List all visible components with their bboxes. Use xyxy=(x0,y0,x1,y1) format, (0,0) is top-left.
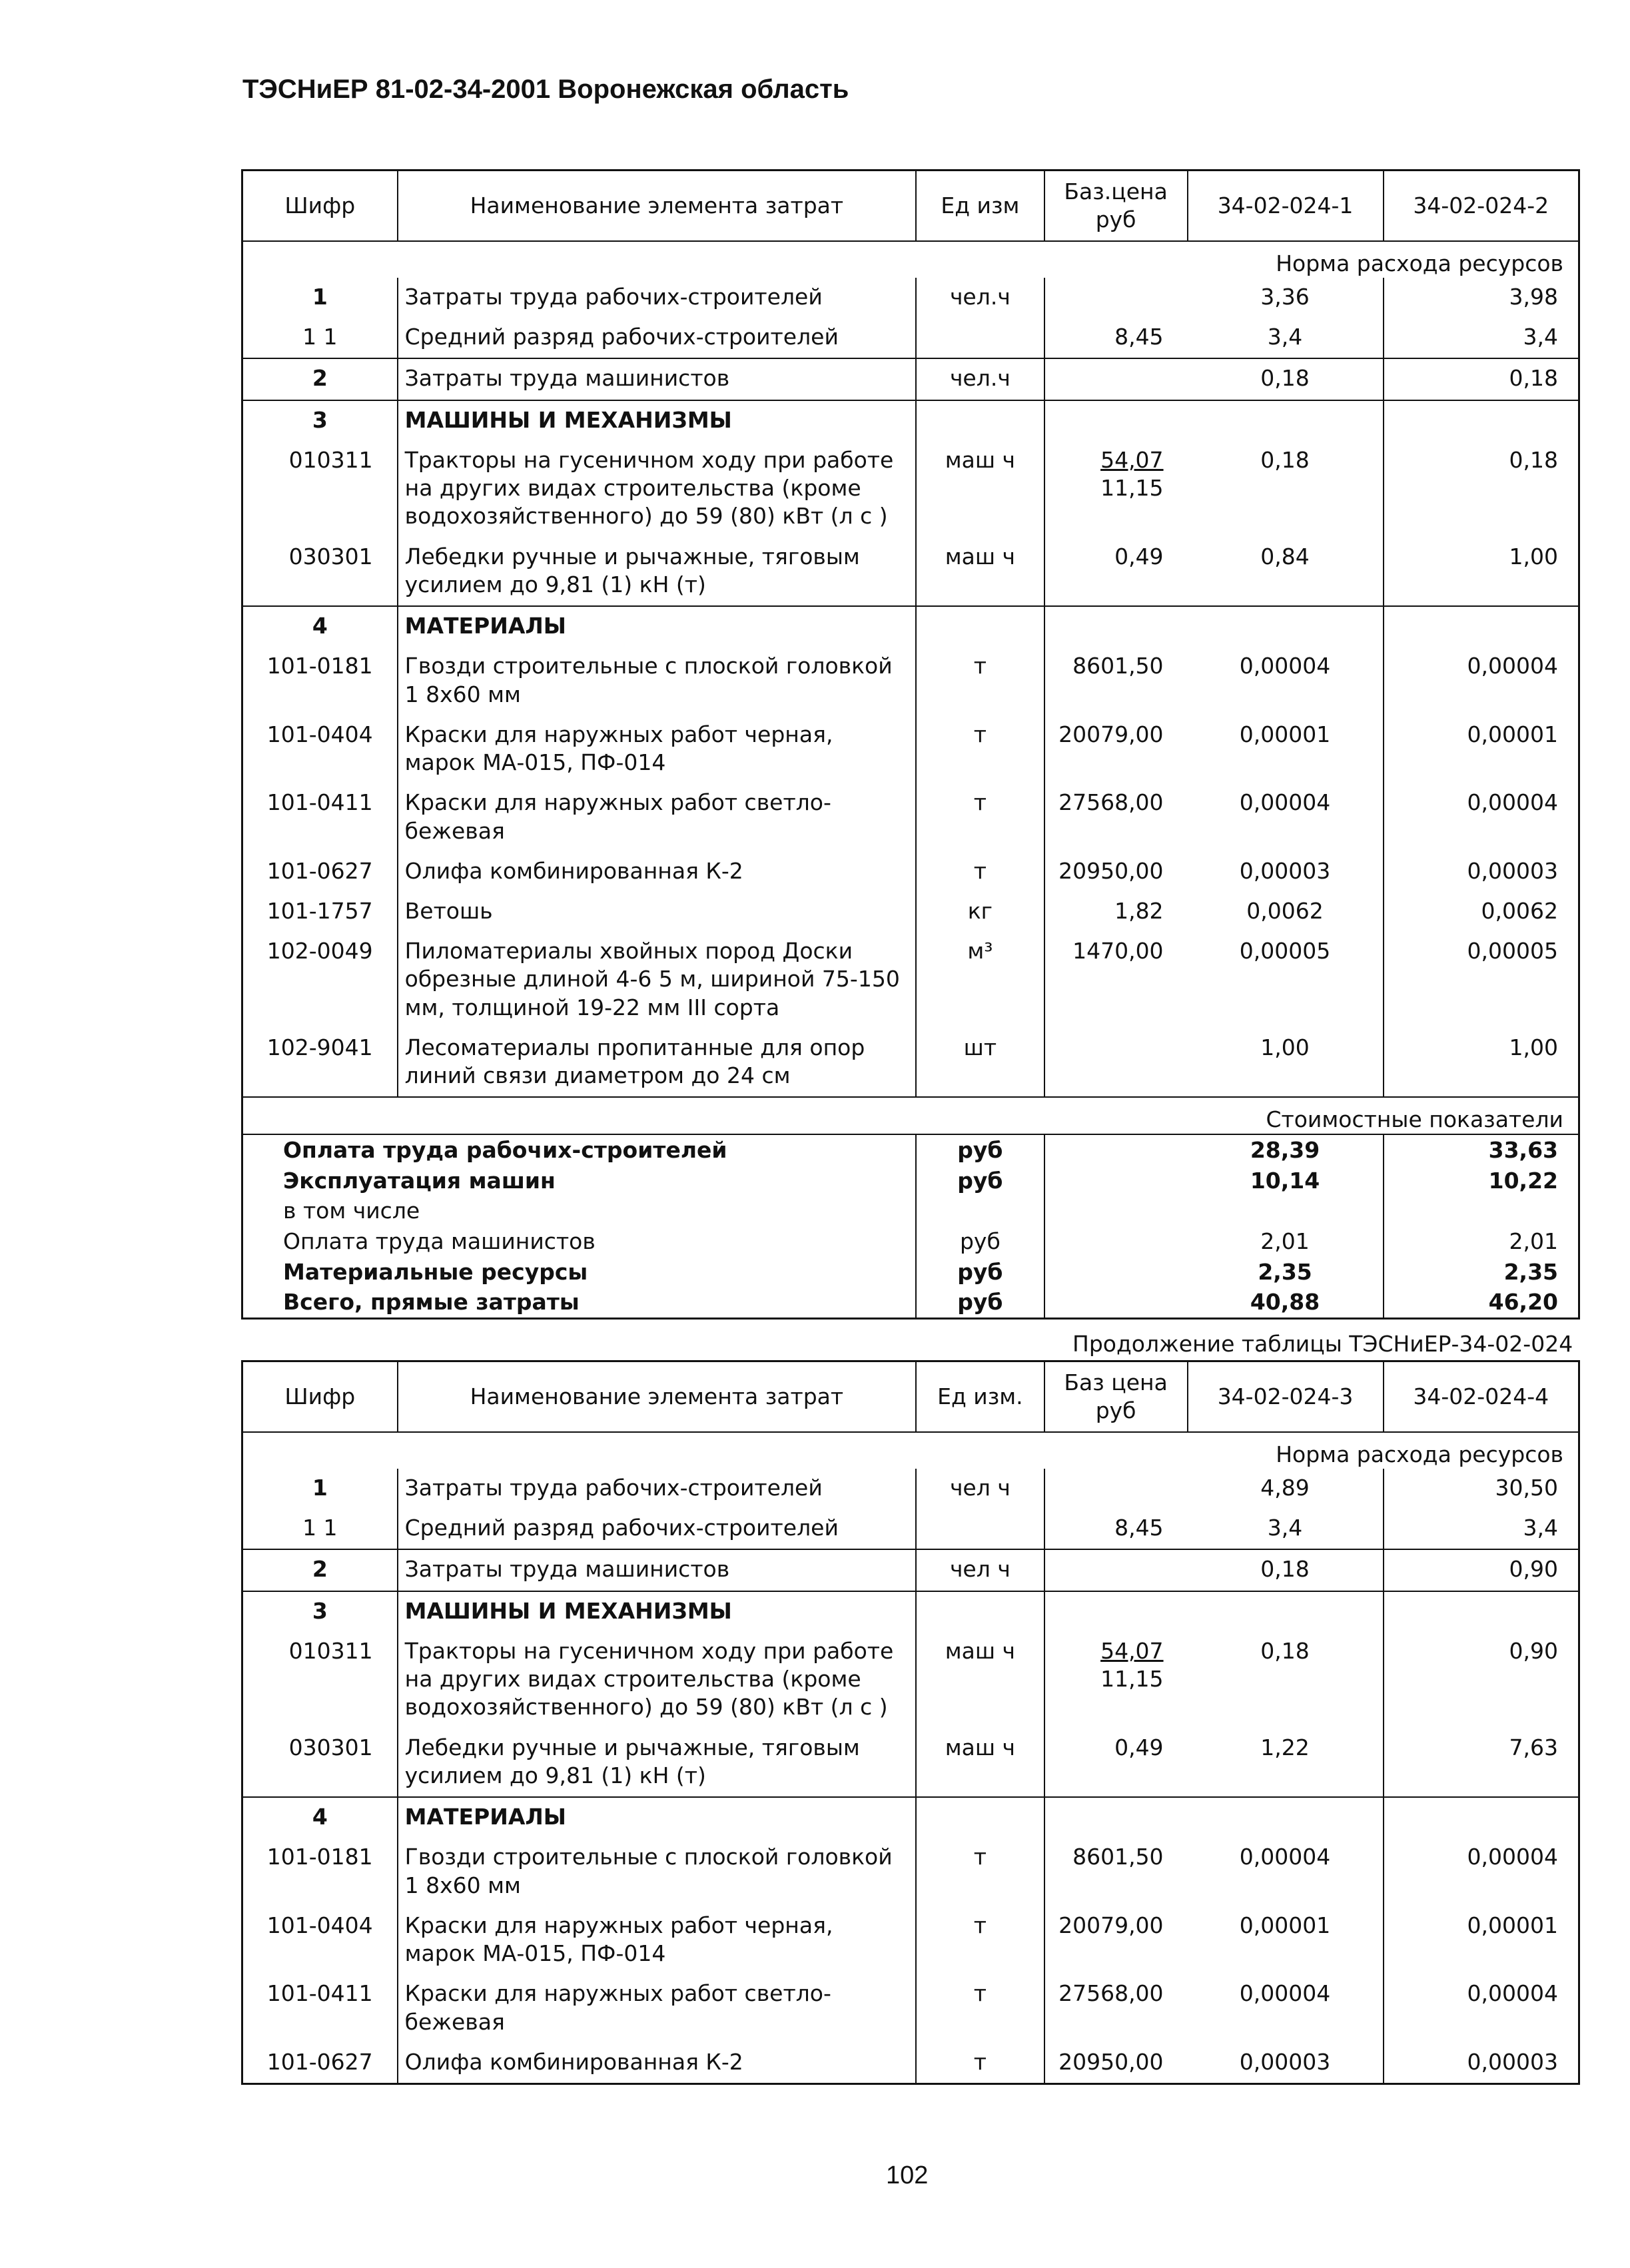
row-name: Затраты труда рабочих-строителей xyxy=(398,1469,916,1509)
row-value-a: 3,4 xyxy=(1267,1515,1303,1541)
row-value-a xyxy=(1188,606,1384,647)
table-row xyxy=(242,1469,1579,1509)
row-price xyxy=(1044,1549,1188,1591)
resource-table-1 xyxy=(241,169,1580,1320)
row-value-b: 1,00 xyxy=(1384,538,1579,606)
row-unit: маш ч xyxy=(916,538,1044,606)
cost-name: в том числе xyxy=(283,1198,420,1224)
cost-row xyxy=(242,1226,1579,1257)
table-row xyxy=(242,1728,1579,1797)
row-value-a: 0,00003 xyxy=(1239,2048,1331,2075)
row-code: 010311 xyxy=(288,1637,373,1664)
norma-row xyxy=(242,241,1579,278)
row-unit: т xyxy=(916,1906,1044,1974)
row-value-a: 0,00005 xyxy=(1239,938,1331,964)
row-code: 4 xyxy=(242,606,398,647)
row-value-a: 3,36 xyxy=(1260,284,1310,310)
row-code: 030301 xyxy=(288,543,373,569)
cost-value-b: 2,35 xyxy=(1384,1257,1579,1288)
cost-value-b: 10,22 xyxy=(1384,1166,1579,1196)
norma-label: Норма расхода ресурсов xyxy=(242,241,1579,278)
row-unit: т xyxy=(916,1974,1044,2042)
row-value-b: 1,00 xyxy=(1384,1028,1579,1097)
table2-body xyxy=(242,1469,1579,2083)
table-row xyxy=(242,1906,1579,1974)
cost-value-b: 2,01 xyxy=(1384,1226,1579,1257)
row-value-a: 1,00 xyxy=(1260,1034,1310,1060)
price-primary: 54,07 xyxy=(1100,446,1164,473)
table-row xyxy=(242,1549,1579,1591)
table-row xyxy=(242,647,1579,715)
table-row xyxy=(242,852,1579,892)
row-price xyxy=(1044,1469,1188,1509)
row-code: 4 xyxy=(242,1797,398,1838)
row-value-b: 0,00003 xyxy=(1384,852,1579,892)
cost-name: Материальные ресурсы xyxy=(283,1258,588,1285)
row-name: Олифа комбинированная К-2 xyxy=(398,2043,916,2084)
cost-label-row xyxy=(242,1097,1579,1134)
cost-value-a: 28,39 xyxy=(1188,1134,1384,1166)
row-value-b: 30,50 xyxy=(1384,1469,1579,1509)
header-code: Шифр xyxy=(284,1383,356,1409)
row-unit: т xyxy=(916,1838,1044,1906)
header-price: Баз цена руб xyxy=(1044,1361,1188,1433)
row-code: 101-0404 xyxy=(266,1912,373,1938)
row-name: Средний разряд рабочих-строителей xyxy=(398,318,916,358)
cost-row xyxy=(242,1287,1579,1318)
row-price: 27568,00 xyxy=(1044,1974,1188,2042)
cost-value-b: 46,20 xyxy=(1384,1287,1579,1318)
row-value-a: 0,18 xyxy=(1260,446,1310,473)
cost-row xyxy=(242,1196,1579,1226)
cost-value-a xyxy=(1188,1196,1384,1226)
norma-label: Норма расхода ресурсов xyxy=(242,1432,1579,1469)
row-code: 102-0049 xyxy=(266,938,373,964)
cost-name: Всего, прямые затраты xyxy=(283,1289,580,1316)
header-col-a: 34-02-024-3 xyxy=(1188,1361,1384,1433)
row-value-b xyxy=(1384,606,1579,647)
row-value-a: 0,0062 xyxy=(1246,897,1324,924)
row-unit: т xyxy=(916,647,1044,715)
row-name: МАШИНЫ И МЕХАНИЗМЫ xyxy=(398,400,916,441)
table-row xyxy=(242,1974,1579,2042)
row-value-a xyxy=(1188,400,1384,441)
row-price xyxy=(1044,441,1188,538)
row-name: МАШИНЫ И МЕХАНИЗМЫ xyxy=(398,1591,916,1632)
row-code: 1 1 xyxy=(302,1515,338,1541)
row-value-a: 0,00004 xyxy=(1239,1980,1331,2007)
row-value-b: 3,98 xyxy=(1384,278,1579,318)
row-value-b: 0,0062 xyxy=(1384,892,1579,932)
row-price: 8,45 xyxy=(1044,318,1188,358)
row-price xyxy=(1044,400,1188,441)
price-secondary: 11,15 xyxy=(1100,475,1164,502)
table-row xyxy=(242,1509,1579,1549)
norma-row xyxy=(242,1432,1579,1469)
row-name: Гвозди строительные с плоской головкой 1 8х60 мм xyxy=(398,1838,916,1906)
row-unit: чел.ч xyxy=(916,278,1044,318)
row-price: 8,45 xyxy=(1044,1509,1188,1549)
table-row xyxy=(242,1838,1579,1906)
row-value-a xyxy=(1188,1797,1384,1838)
row-value-a: 3,4 xyxy=(1267,324,1303,350)
row-unit xyxy=(916,318,1044,358)
cost-price xyxy=(1044,1287,1188,1318)
row-unit: чел ч xyxy=(916,1549,1044,1591)
table-header-row xyxy=(242,1361,1579,1433)
row-value-b xyxy=(1384,400,1579,441)
cost-unit: руб xyxy=(916,1257,1044,1288)
cost-unit: руб xyxy=(916,1226,1044,1257)
row-name: Лесоматериалы пропитанные для опор линий связи диаметром до 24 см xyxy=(398,1028,916,1097)
cost-row xyxy=(242,1257,1579,1288)
row-value-b: 0,90 xyxy=(1384,1549,1579,1591)
row-name: Краски для наружных работ светло-бежевая xyxy=(398,1974,916,2042)
row-price: 20950,00 xyxy=(1044,852,1188,892)
cost-unit: руб xyxy=(916,1287,1044,1318)
row-code: 101-0411 xyxy=(266,789,373,816)
row-value-a: 0,00001 xyxy=(1239,721,1331,747)
row-price: 27568,00 xyxy=(1044,783,1188,851)
header-col-b: 34-02-024-4 xyxy=(1384,1361,1579,1433)
row-unit: чел ч xyxy=(916,1469,1044,1509)
cost-name: Оплата труда рабочих-строителей xyxy=(242,1134,917,1166)
row-value-b: 0,00004 xyxy=(1384,1974,1579,2042)
row-price: 1,82 xyxy=(1044,892,1188,932)
row-code: 030301 xyxy=(288,1734,373,1760)
row-name: Средний разряд рабочих-строителей xyxy=(398,1509,916,1549)
row-name: Пиломатериалы хвойных пород Доски обрезные длиной 4-6 5 м, шириной 75-150 мм, толщиной 19-22 мм III сорта xyxy=(398,932,916,1028)
row-value-a: 0,18 xyxy=(1188,358,1384,400)
row-code: 010311 xyxy=(288,446,373,473)
table-row xyxy=(242,1028,1579,1097)
row-price xyxy=(1044,1632,1188,1728)
row-value-b: 0,00001 xyxy=(1384,1906,1579,1974)
row-price xyxy=(1044,1028,1188,1097)
continuation-caption: Продолжение таблицы ТЭСНиЕР-34-02-024 xyxy=(1072,1331,1573,1357)
cost-price xyxy=(1044,1134,1188,1166)
row-code: 101-0411 xyxy=(266,1980,373,2007)
resource-table-2 xyxy=(241,1360,1580,2085)
row-name: Гвозди строительные с плоской головкой 1 8х60 мм xyxy=(398,647,916,715)
row-price xyxy=(1044,278,1188,318)
row-value-b: 7,63 xyxy=(1384,1728,1579,1797)
row-unit: кг xyxy=(916,892,1044,932)
row-name: Ветошь xyxy=(398,892,916,932)
row-value-a: 0,00004 xyxy=(1239,653,1331,679)
row-price xyxy=(1044,1591,1188,1632)
row-name: Лебедки ручные и рычажные, тяговым усилием до 9,81 (1) кН (т) xyxy=(398,538,916,606)
row-unit xyxy=(916,606,1044,647)
row-name: Краски для наружных работ черная, марок МА-015, ПФ-014 xyxy=(398,1906,916,1974)
row-value-b: 0,00004 xyxy=(1384,783,1579,851)
row-code: 101-0181 xyxy=(266,653,373,679)
row-value-b: 3,4 xyxy=(1384,1509,1579,1549)
row-code: 1 1 xyxy=(302,324,338,350)
row-price: 8601,50 xyxy=(1044,647,1188,715)
row-name: Затраты труда рабочих-строителей xyxy=(398,278,916,318)
cost-value-a: 40,88 xyxy=(1250,1289,1320,1316)
row-code: 101-1757 xyxy=(266,897,373,924)
header-col-b: 34-02-024-2 xyxy=(1384,171,1579,242)
row-price: 0,49 xyxy=(1044,538,1188,606)
row-value-a: 0,18 xyxy=(1260,1637,1310,1664)
row-unit: т xyxy=(916,2043,1044,2084)
table-row xyxy=(242,715,1579,783)
price-primary: 54,07 xyxy=(1100,1637,1164,1664)
table-row xyxy=(242,358,1579,400)
row-unit: т xyxy=(916,783,1044,851)
row-value-b: 0,00004 xyxy=(1384,647,1579,715)
row-name: Тракторы на гусеничном ходу при работе на других видах строительства (кроме водохозяйственного) до 59 (80) кВт (л с ) xyxy=(398,441,916,538)
cost-value-b: 33,63 xyxy=(1384,1134,1579,1166)
row-unit: маш ч xyxy=(916,1728,1044,1797)
cost-row xyxy=(242,1134,1579,1166)
row-price: 0,49 xyxy=(1044,1728,1188,1797)
row-value-b: 0,18 xyxy=(1384,441,1579,538)
row-value-a xyxy=(1188,1591,1384,1632)
table-row xyxy=(242,318,1579,358)
row-name: Лебедки ручные и рычажные, тяговым усилием до 9,81 (1) кН (т) xyxy=(398,1728,916,1797)
table-row xyxy=(242,441,1579,538)
row-unit: маш ч xyxy=(916,1632,1044,1728)
cost-value-a: 10,14 xyxy=(1250,1167,1320,1194)
row-unit xyxy=(916,1797,1044,1838)
header-price: Баз.цена руб xyxy=(1044,171,1188,242)
table1-body xyxy=(242,278,1579,1097)
row-code: 101-0627 xyxy=(266,2048,373,2075)
table-row xyxy=(242,783,1579,851)
row-unit: м³ xyxy=(916,932,1044,1028)
row-value-a: 0,00004 xyxy=(1239,1844,1331,1870)
cost-price xyxy=(1044,1196,1188,1226)
table-row xyxy=(242,400,1579,441)
header-unit: Ед изм. xyxy=(916,1361,1044,1433)
table-header-row xyxy=(242,171,1579,242)
row-unit: чел.ч xyxy=(916,358,1044,400)
row-unit xyxy=(916,1591,1044,1632)
row-value-b xyxy=(1384,1591,1579,1632)
header-unit: Ед изм xyxy=(916,171,1044,242)
header-col-a: 34-02-024-1 xyxy=(1188,171,1384,242)
row-code: 1 xyxy=(312,1475,328,1501)
row-unit: маш ч xyxy=(916,441,1044,538)
row-unit: шт xyxy=(916,1028,1044,1097)
table-row xyxy=(242,606,1579,647)
row-price: 20950,00 xyxy=(1044,2043,1188,2084)
row-value-b xyxy=(1384,1797,1579,1838)
row-price: 20079,00 xyxy=(1044,1906,1188,1974)
header-name: Наименование элемента затрат xyxy=(398,1361,916,1433)
cost-row xyxy=(242,1166,1579,1196)
table-row xyxy=(242,1591,1579,1632)
row-value-b: 0,00001 xyxy=(1384,715,1579,783)
row-code: 101-0404 xyxy=(266,721,373,747)
row-code: 3 xyxy=(242,1591,398,1632)
row-value-a: 0,00003 xyxy=(1239,857,1331,884)
row-price xyxy=(1044,1797,1188,1838)
row-price: 1470,00 xyxy=(1044,932,1188,1028)
row-value-a: 0,18 xyxy=(1188,1549,1384,1591)
header-code: Шифр xyxy=(284,192,356,218)
row-price: 20079,00 xyxy=(1044,715,1188,783)
row-name: Затраты труда машинистов xyxy=(398,358,916,400)
row-name: Тракторы на гусеничном ходу при работе на других видах строительства (кроме водохозяйственного) до 59 (80) кВт (л с ) xyxy=(398,1632,916,1728)
table-row xyxy=(242,932,1579,1028)
cost-unit: руб xyxy=(916,1166,1044,1196)
row-price xyxy=(1044,606,1188,647)
row-code: 101-0181 xyxy=(266,1844,373,1870)
row-name: Краски для наружных работ светло-бежевая xyxy=(398,783,916,851)
row-code: 101-0627 xyxy=(266,857,373,884)
row-code: 1 xyxy=(312,284,328,310)
row-name: Затраты труда машинистов xyxy=(398,1549,916,1591)
table-row xyxy=(242,1632,1579,1728)
row-value-b: 0,00004 xyxy=(1384,1838,1579,1906)
cost-value-a: 2,01 xyxy=(1260,1228,1310,1254)
row-name: Олифа комбинированная К-2 xyxy=(398,852,916,892)
row-unit xyxy=(916,1509,1044,1549)
row-code: 3 xyxy=(242,400,398,441)
row-value-b: 0,18 xyxy=(1384,358,1579,400)
cost-value-b xyxy=(1384,1196,1579,1226)
row-name: МАТЕРИАЛЫ xyxy=(398,1797,916,1838)
cost-unit xyxy=(916,1196,1044,1226)
cost-price xyxy=(1044,1226,1188,1257)
cost-value-a: 2,35 xyxy=(1258,1258,1312,1285)
row-unit xyxy=(916,400,1044,441)
row-value-a: 0,84 xyxy=(1260,543,1310,569)
row-value-b: 3,4 xyxy=(1384,318,1579,358)
table-row xyxy=(242,1797,1579,1838)
row-name: Краски для наружных работ черная, марок МА-015, ПФ-014 xyxy=(398,715,916,783)
cost-name: Эксплуатация машин xyxy=(283,1167,556,1194)
row-value-b: 0,00003 xyxy=(1384,2043,1579,2084)
row-code: 2 xyxy=(242,1549,398,1591)
row-price: 8601,50 xyxy=(1044,1838,1188,1906)
page-number: 102 xyxy=(886,2161,929,2189)
table-row xyxy=(242,538,1579,606)
row-price xyxy=(1044,358,1188,400)
row-value-b: 0,00005 xyxy=(1384,932,1579,1028)
row-value-b: 0,90 xyxy=(1384,1632,1579,1728)
row-unit: т xyxy=(916,852,1044,892)
row-unit: т xyxy=(916,715,1044,783)
table-row xyxy=(242,278,1579,318)
row-value-a: 4,89 xyxy=(1260,1475,1310,1501)
cost-unit: руб xyxy=(916,1134,1044,1166)
price-secondary: 11,15 xyxy=(1100,1666,1164,1693)
row-code: 102-9041 xyxy=(266,1034,373,1060)
row-name: МАТЕРИАЛЫ xyxy=(398,606,916,647)
row-value-a: 1,22 xyxy=(1260,1734,1310,1760)
cost-label: Стоимостные показатели xyxy=(242,1097,1579,1134)
cost-price xyxy=(1044,1166,1188,1196)
table1-cost-body xyxy=(242,1134,1579,1318)
table-row xyxy=(242,892,1579,932)
header-name: Наименование элемента затрат xyxy=(398,171,916,242)
table-row xyxy=(242,2043,1579,2084)
row-value-a: 0,00001 xyxy=(1239,1912,1331,1938)
cost-price xyxy=(1044,1257,1188,1288)
page-title: ТЭСНиЕР 81-02-34-2001 Воронежская область xyxy=(242,75,849,104)
row-value-a: 0,00004 xyxy=(1239,789,1331,816)
row-code: 2 xyxy=(242,358,398,400)
cost-name: Оплата труда машинистов xyxy=(283,1228,596,1254)
